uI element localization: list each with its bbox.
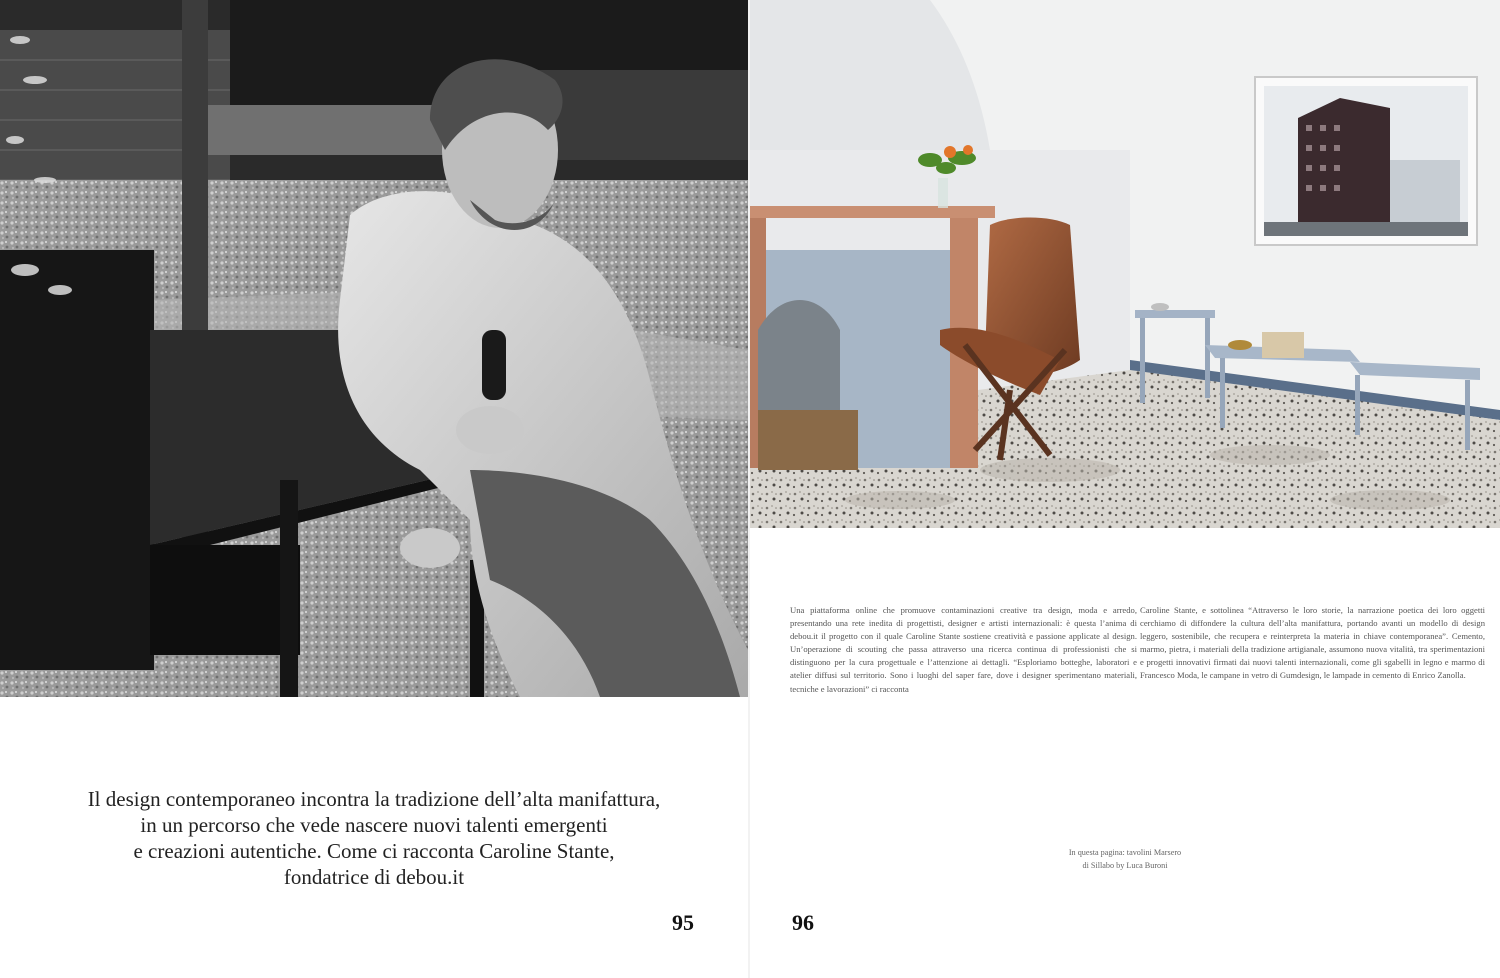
portrait-photo bbox=[0, 0, 748, 697]
intro-quote bbox=[0, 786, 748, 890]
article-column-2: Caroline Stante, e sottolinea “Attraverso le loro storie, la narrazione poetica dei loro oggetti cerchiamo di diffondere la cultura dell’alta manifattura, portando avanti un modello di design leggero, sostenibile, che recupera e reinterpreta la materia in chiave contemporanea”. Cemento, marmo, pietra, i materiali della tradizione artigianale, assumono nuova vitalità, tra sperimentazioni e progetti innovativi firmati dai nuovi talenti internazionali, come gli sgabelli in legno e marmo di Francesco Moda, le campane in vetro di Gumdesign, le lampade in cemento di Enrico Zanolla. bbox=[1140, 605, 1485, 681]
caption-line: In questa pagina: tavolini Marsero bbox=[1068, 848, 1182, 857]
interior-photo bbox=[750, 0, 1500, 528]
article-column-1: Una piattaforma online che promuove contaminazioni creative tra design, moda e arredo, presentando una rete inedita di progettisti, designer e artisti internazionali: è questa l’anima di debou.it il progetto con il quale Caroline Stante sostiene creatività e passione applicate al design. Un’operazione di scouting che passa attraverso una ricerca continua di professionisti che si distinguono per la cura progettuale e l’attenzione ai dettagli. “Esploriamo botteghe, laboratori e atelier diffusi sul territorio. Sono i luoghi del saper fare, dove i designer sperimentano materiali, tecniche e lavorazioni” ci racconta bbox=[790, 605, 1137, 694]
intro-line: fondatrice di debou.it bbox=[283, 865, 465, 889]
intro-line: e creazioni autentiche. Come ci racconta Caroline Stante, bbox=[133, 839, 615, 863]
page-number-right: 96 bbox=[792, 910, 814, 935]
left-page bbox=[0, 0, 748, 978]
page-number-left: 95 bbox=[672, 910, 694, 935]
photo-caption bbox=[1000, 846, 1250, 872]
caption-line: di Sillabo by Luca Buroni bbox=[1082, 861, 1168, 870]
intro-line: in un percorso che vede nascere nuovi talenti emergenti bbox=[140, 813, 608, 837]
intro-line: Il design contemporaneo incontra la tradizione dell’alta manifattura, bbox=[87, 787, 661, 811]
right-page bbox=[750, 0, 1500, 978]
